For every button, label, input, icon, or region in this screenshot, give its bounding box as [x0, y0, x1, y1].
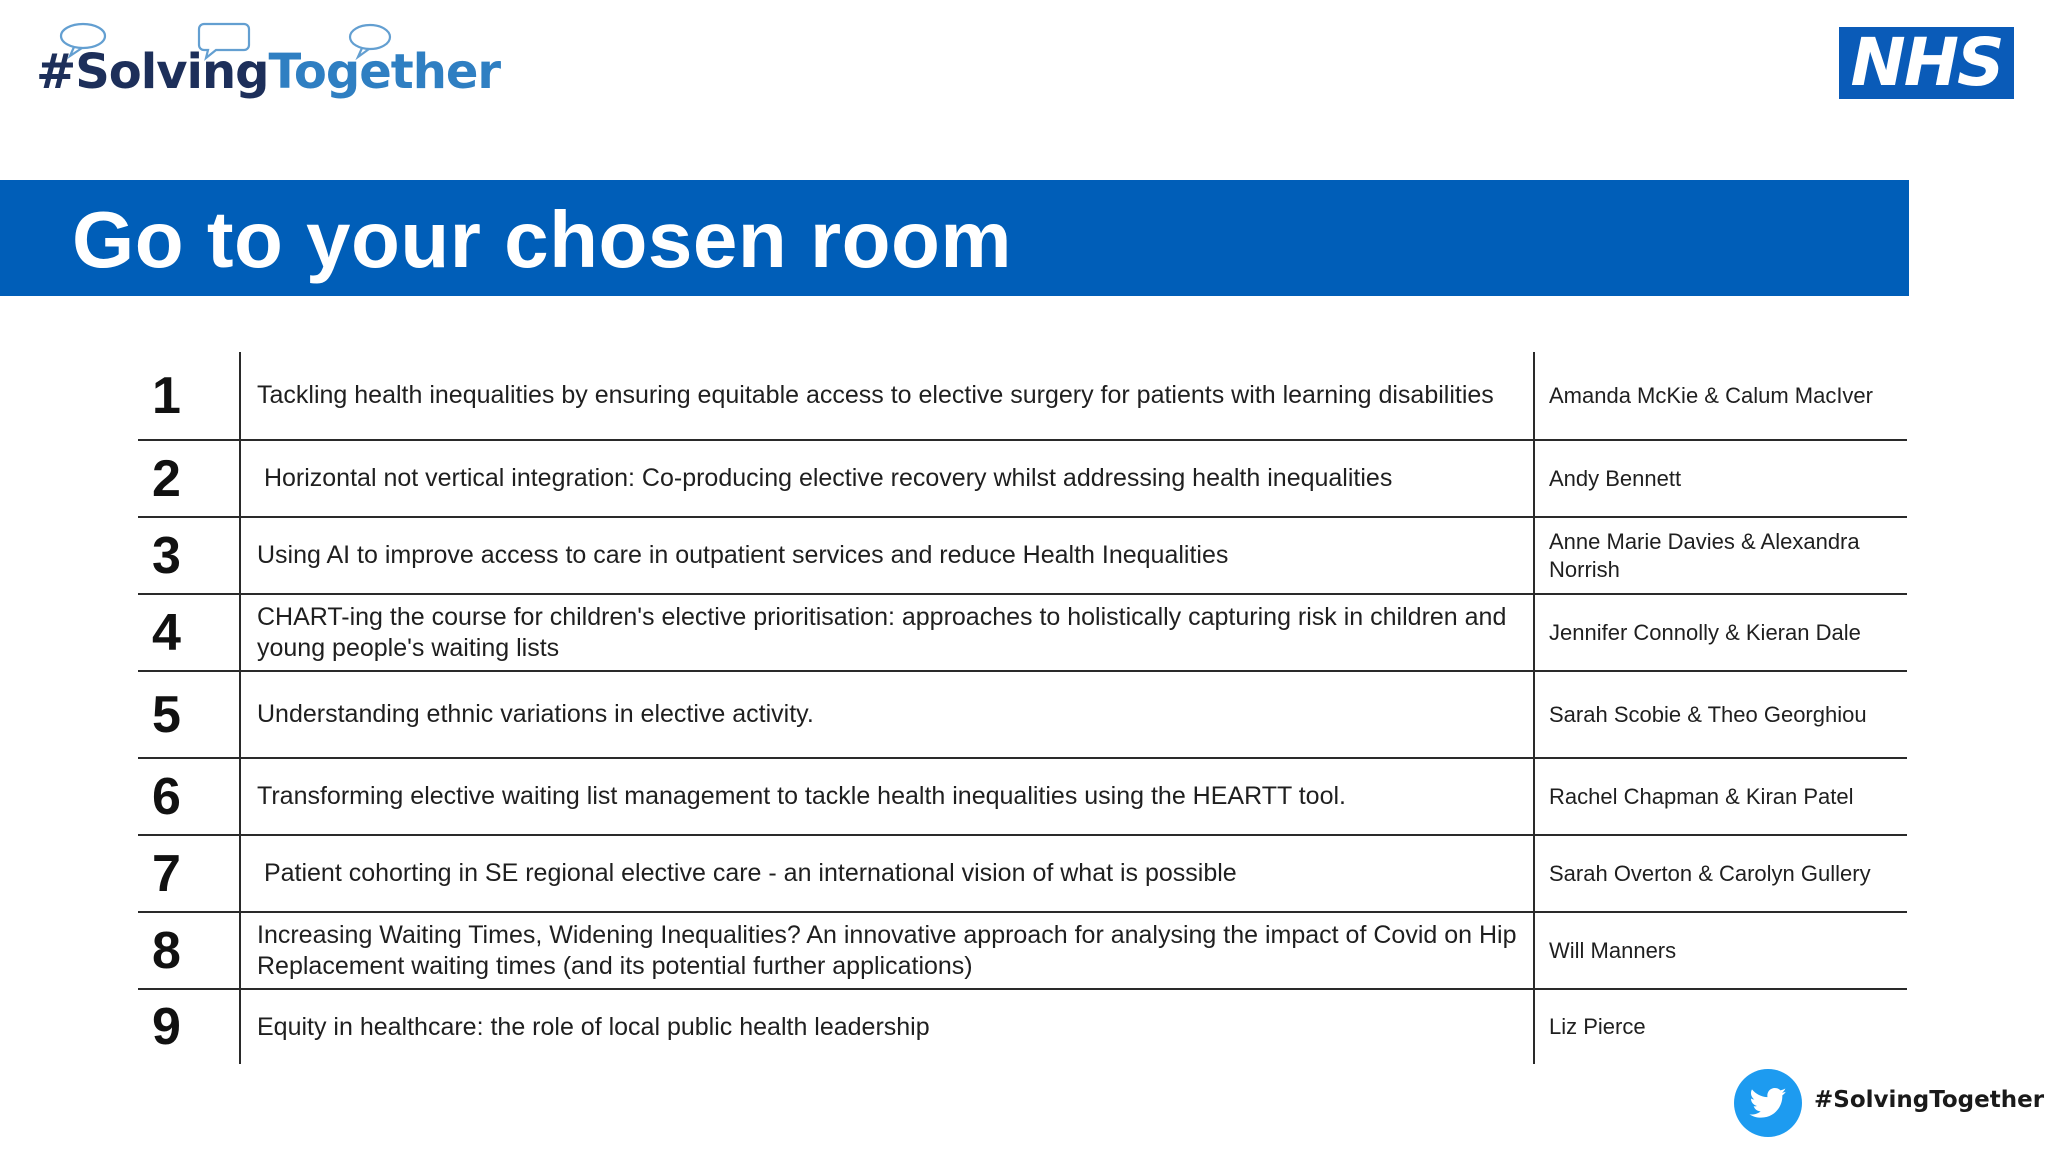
twitter-bird-glyph — [1748, 1083, 1788, 1123]
logo-hash: # — [36, 44, 76, 100]
footer-hashtag: #SolvingTogether — [1814, 1087, 2045, 1113]
logo-solving: Solving — [75, 44, 269, 100]
room-topic: Transforming elective waiting list management to tackle health inequalities using the HEARTT tool. — [240, 758, 1534, 835]
room-hosts: Amanda McKie & Calum MacIver — [1549, 382, 1873, 408]
room-number: 8 — [138, 912, 240, 989]
solving-together-logo — [36, 18, 501, 108]
title-banner — [0, 180, 1909, 296]
room-number: 6 — [138, 758, 240, 835]
page-title: Go to your chosen room — [72, 195, 1012, 284]
nhs-logo: NHS — [1839, 27, 2014, 99]
room-hosts: Will Manners — [1534, 912, 1907, 989]
room-row-8 — [138, 912, 1907, 989]
room-row-2 — [138, 440, 1907, 517]
room-row-4 — [138, 594, 1907, 671]
room-row-6 — [138, 758, 1907, 835]
room-topic: Using AI to improve access to care in outpatient services and reduce Health Inequalities — [240, 517, 1534, 594]
twitter-footer — [1734, 1069, 2045, 1139]
room-number: 1 — [152, 366, 181, 425]
room-number: 3 — [138, 517, 240, 594]
room-hosts: Sarah Overton & Carolyn Gullery — [1534, 835, 1907, 912]
room-topic: Equity in healthcare: the role of local public health leadership — [240, 989, 1534, 1064]
room-topic: Horizontal not vertical integration: Co-producing elective recovery whilst addressing health inequalities — [240, 440, 1534, 517]
room-row-9 — [138, 989, 1907, 1064]
room-number: 9 — [138, 989, 240, 1064]
room-row-1 — [138, 352, 1907, 440]
room-row-3 — [138, 517, 1907, 594]
room-hosts: Andy Bennett — [1534, 440, 1907, 517]
room-hosts: Anne Marie Davies & Alexandra Norrish — [1534, 517, 1907, 594]
room-row-7 — [138, 835, 1907, 912]
logo-together: Together — [268, 44, 501, 100]
room-topic: Patient cohorting in SE regional elective care - an international vision of what is possible — [240, 835, 1534, 912]
room-hosts: Jennifer Connolly & Kieran Dale — [1534, 594, 1907, 671]
room-row-5 — [138, 671, 1907, 758]
twitter-bird-icon — [1734, 1069, 1802, 1137]
room-topic: Understanding ethnic variations in elective activity. — [240, 671, 1534, 758]
room-hosts: Rachel Chapman & Kiran Patel — [1534, 758, 1907, 835]
room-hosts: Liz Pierce — [1534, 989, 1907, 1064]
room-number: 5 — [138, 671, 240, 758]
rooms-table — [138, 352, 1907, 1064]
logo-wordmark — [36, 44, 501, 100]
room-number: 7 — [138, 835, 240, 912]
room-number: 4 — [138, 594, 240, 671]
room-topic: CHART-ing the course for children's elective prioritisation: approaches to holistically capturing risk in children and young people's waiting lists — [240, 594, 1534, 671]
room-topic: Tackling health inequalities by ensuring equitable access to elective surgery for patients with learning disabilities — [240, 352, 1534, 440]
room-topic: Increasing Waiting Times, Widening Inequalities? An innovative approach for analysing the impact of Covid on Hip Replacement waiting times (and its potential further applications) — [240, 912, 1534, 989]
room-number: 2 — [138, 440, 240, 517]
room-hosts: Sarah Scobie & Theo Georghiou — [1534, 671, 1907, 758]
